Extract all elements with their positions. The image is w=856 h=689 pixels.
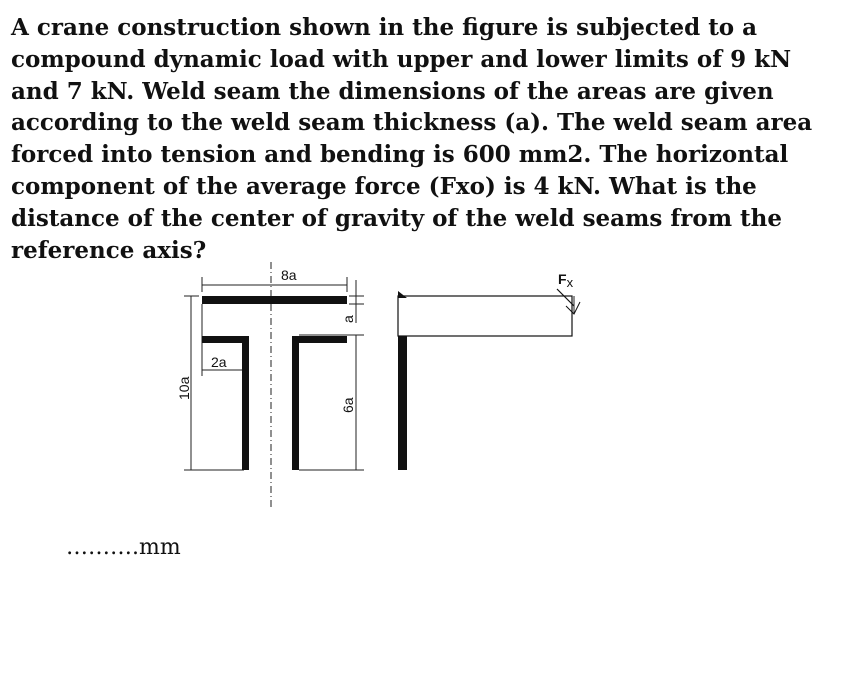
dim-top-label: 8a — [281, 267, 297, 283]
weld-seam-top — [202, 296, 347, 304]
dim-web-label: 6a — [340, 397, 356, 413]
dim-flange-label: 2a — [211, 354, 227, 370]
weld-seam-right-web — [292, 336, 299, 470]
weld-seam-side — [398, 336, 407, 470]
weld-seam-left-web — [242, 336, 249, 470]
beam-side-view — [398, 296, 572, 336]
question-text: A crane construction shown in the figure is subjected to a compound dynamic load with upper and lower limits of 9 kN and 7 kN. Weld seam the dimensions of the areas are given according to the weld seam thickness (a). The weld seam area forced into tension and bending is 600 mm2. The horizontal component of the average force (Fxo) is 4 kN. What is the distance of the center of gravity of the weld seams from the reference axis? — [11, 14, 813, 264]
dim-height-label: 10a — [176, 376, 192, 400]
dim-thickness-label: a — [340, 315, 356, 323]
weld-seam-left-flange — [202, 336, 249, 343]
weld-seam-right-flange — [292, 336, 347, 343]
force-label: Fx — [558, 271, 574, 290]
answer-blank: ……….mm — [66, 535, 181, 560]
